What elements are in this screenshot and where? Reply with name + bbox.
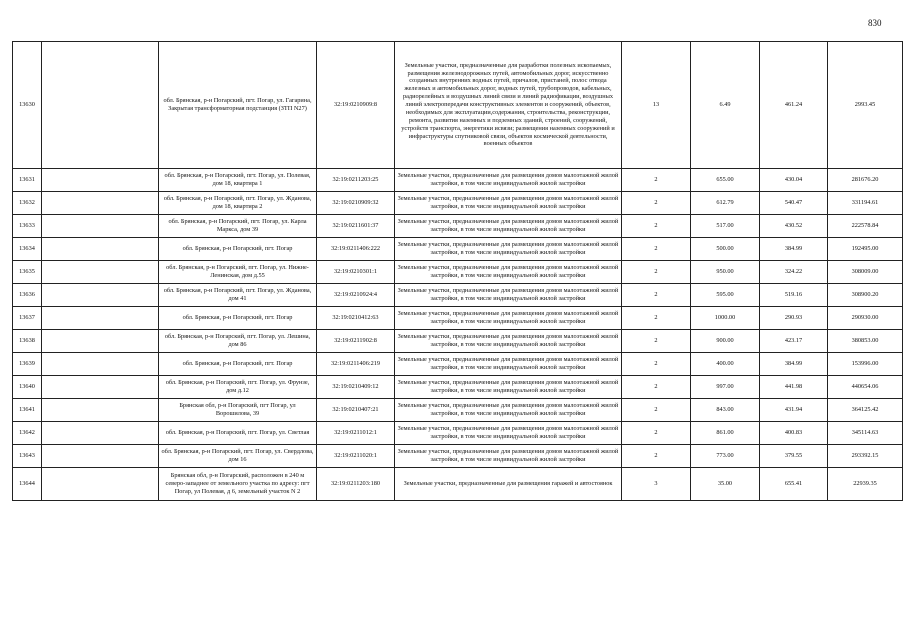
- empty-cell: [42, 445, 159, 468]
- table-row: [13, 399, 903, 422]
- zone-cell: 2: [622, 261, 691, 284]
- table-row: [13, 422, 903, 445]
- address-cell: обл. Брянская, р-н Погарский, пгт. Погар: [159, 307, 317, 330]
- empty-cell: [42, 261, 159, 284]
- land-use-cell: Земельные участки, предназначенные для размещения домов малоэтажной жилой застройки, в том числе индивидуальной жилой застройки: [395, 307, 622, 330]
- row-number: 13640: [13, 376, 42, 399]
- specific-value-cell: 430.52: [760, 215, 828, 238]
- land-use-cell: Земельные участки, предназначенные для размещения домов малоэтажной жилой застройки, в том числе индивидуальной жилой застройки: [395, 192, 622, 215]
- cadastral-value-cell: 440654.06: [828, 376, 903, 399]
- address-cell: обл. Брянская, р-н Погарский, пгт. Погар: [159, 238, 317, 261]
- specific-value-cell: 423.17: [760, 330, 828, 353]
- address-cell: Брянская обл, р-н Погарский, расположен в 240 м северо-западнее от земельного участка по адресу: пгт Погар, ул Полевая, д 6, земельный участок N 2: [159, 468, 317, 501]
- address-cell: Брянская обл, р-н Погарский, пгт Погар, ул Ворошилова, 39: [159, 399, 317, 422]
- cadastral-value-cell: 331194.61: [828, 192, 903, 215]
- empty-cell: [42, 468, 159, 501]
- specific-value-cell: 461.24: [760, 42, 828, 169]
- address-cell: обл. Брянская, р-н Погарский, пгт. Погар, ул. Лешина, дом 86: [159, 330, 317, 353]
- land-use-cell: Земельные участки, предназначенные для размещения домов малоэтажной жилой застройки, в том числе индивидуальной жилой застройки: [395, 399, 622, 422]
- empty-cell: [42, 215, 159, 238]
- zone-cell: 2: [622, 353, 691, 376]
- specific-value-cell: 441.98: [760, 376, 828, 399]
- row-number: 13633: [13, 215, 42, 238]
- cadastral-value-cell: 281676.20: [828, 169, 903, 192]
- area-cell: 500.00: [691, 238, 760, 261]
- empty-cell: [42, 330, 159, 353]
- specific-value-cell: 379.55: [760, 445, 828, 468]
- land-use-cell: Земельные участки, предназначенные для размещения домов малоэтажной жилой застройки, в том числе индивидуальной жилой застройки: [395, 445, 622, 468]
- cadastral-value-cell: 293392.15: [828, 445, 903, 468]
- empty-cell: [42, 238, 159, 261]
- zone-cell: 2: [622, 330, 691, 353]
- row-number: 13638: [13, 330, 42, 353]
- address-cell: обл. Брянская, р-н Погарский, пгт. Погар, ул. Свердлова, дом 16: [159, 445, 317, 468]
- table-row: [13, 307, 903, 330]
- zone-cell: 2: [622, 284, 691, 307]
- specific-value-cell: 430.04: [760, 169, 828, 192]
- zone-cell: 2: [622, 192, 691, 215]
- row-number: 13641: [13, 399, 42, 422]
- cadastral-value-cell: 2993.45: [828, 42, 903, 169]
- area-cell: 861.00: [691, 422, 760, 445]
- area-cell: 1000.00: [691, 307, 760, 330]
- address-cell: обл. Брянская, р-н Погарский, пгт. Погар, ул. Карла Маркса, дом 39: [159, 215, 317, 238]
- land-use-cell: Земельные участки, предназначенные для размещения домов малоэтажной жилой застройки, в том числе индивидуальной жилой застройки: [395, 238, 622, 261]
- table-row: [13, 376, 903, 399]
- cadastral-value-cell: 153996.00: [828, 353, 903, 376]
- specific-value-cell: 290.93: [760, 307, 828, 330]
- area-cell: 773.00: [691, 445, 760, 468]
- cadastral-number-cell: 32:19:0211601:37: [317, 215, 395, 238]
- table-row: [13, 238, 903, 261]
- address-cell: обл. Брянская, р-н Погарский, пгт. Погар: [159, 353, 317, 376]
- cadastral-number-cell: 32:19:0210301:1: [317, 261, 395, 284]
- cadastral-number-cell: 32:19:0211902:8: [317, 330, 395, 353]
- specific-value-cell: 519.16: [760, 284, 828, 307]
- cadastral-number-cell: 32:19:0210409:12: [317, 376, 395, 399]
- land-use-cell: Земельные участки, предназначенные для размещения домов малоэтажной жилой застройки, в том числе индивидуальной жилой застройки: [395, 422, 622, 445]
- cadastral-number-cell: 32:19:0211203:180: [317, 468, 395, 501]
- specific-value-cell: 431.94: [760, 399, 828, 422]
- zone-cell: 2: [622, 376, 691, 399]
- row-number: 13644: [13, 468, 42, 501]
- table-row: [13, 330, 903, 353]
- land-use-cell: Земельные участки, предназначенные для размещения домов малоэтажной жилой застройки, в том числе индивидуальной жилой застройки: [395, 330, 622, 353]
- area-cell: 35.00: [691, 468, 760, 501]
- empty-cell: [42, 422, 159, 445]
- cadastral-value-table: [12, 41, 903, 501]
- area-cell: 997.00: [691, 376, 760, 399]
- cadastral-value-cell: 345114.63: [828, 422, 903, 445]
- empty-cell: [42, 42, 159, 169]
- empty-cell: [42, 353, 159, 376]
- row-number: 13639: [13, 353, 42, 376]
- cadastral-number-cell: 32:19:0211406:219: [317, 353, 395, 376]
- row-number: 13631: [13, 169, 42, 192]
- zone-cell: 2: [622, 238, 691, 261]
- area-cell: 950.00: [691, 261, 760, 284]
- cadastral-number-cell: 32:19:0211020:1: [317, 445, 395, 468]
- row-number: 13637: [13, 307, 42, 330]
- area-cell: 400.00: [691, 353, 760, 376]
- area-cell: 6.49: [691, 42, 760, 169]
- cadastral-value-cell: 364125.42: [828, 399, 903, 422]
- row-number: 13630: [13, 42, 42, 169]
- cadastral-value-cell: 308900.20: [828, 284, 903, 307]
- empty-cell: [42, 376, 159, 399]
- table-row: [13, 445, 903, 468]
- cadastral-value-cell: 192495.00: [828, 238, 903, 261]
- zone-cell: 3: [622, 468, 691, 501]
- zone-cell: 2: [622, 399, 691, 422]
- address-cell: обл. Брянская, р-н Погарский, пгт. Погар, ул. Жданова, дом 41: [159, 284, 317, 307]
- cadastral-value-cell: 308009.00: [828, 261, 903, 284]
- area-cell: 595.00: [691, 284, 760, 307]
- empty-cell: [42, 284, 159, 307]
- specific-value-cell: 400.83: [760, 422, 828, 445]
- cadastral-number-cell: 32:19:0211203:25: [317, 169, 395, 192]
- address-cell: обл. Брянская, р-н Погарский, пгт. Погар, ул. Полевая, дом 18, квартира 1: [159, 169, 317, 192]
- zone-cell: 2: [622, 307, 691, 330]
- table-row: [13, 468, 903, 501]
- table-row: [13, 261, 903, 284]
- land-use-cell: Земельные участки, предназначенные для размещения домов малоэтажной жилой застройки, в том числе индивидуальной жилой застройки: [395, 261, 622, 284]
- table-row: [13, 42, 903, 169]
- address-cell: обл. Брянская, р-н Погарский, пгт. Погар, ул. Жданова, дом 18, квартира 2: [159, 192, 317, 215]
- cadastral-value-cell: 380853.00: [828, 330, 903, 353]
- cadastral-number-cell: 32:19:0210909:32: [317, 192, 395, 215]
- zone-cell: 2: [622, 215, 691, 238]
- land-use-cell: Земельные участки, предназначенные для размещения домов малоэтажной жилой застройки, в том числе индивидуальной жилой застройки: [395, 284, 622, 307]
- cadastral-number-cell: 32:19:0210407:21: [317, 399, 395, 422]
- land-use-cell: Земельные участки, предназначенные для размещения домов малоэтажной жилой застройки, в том числе индивидуальной жилой застройки: [395, 169, 622, 192]
- land-use-cell: Земельные участки, предназначенные для разработки полезных ископаемых, размещения железнодорожных путей, автомобильных дорог, искусственно созданных внутренних водных путей, причалов, пристаней, полос отвода железных и автомобильных дорог, водных путей, трубопроводов, кабельных, радиорелейных и воздушных линий связи и линий радиофикации, воздушных линий электропередачи конструктивных элементов и сооружений, объектов, необходимых для эксплуатации,содержания, строительства, реконструкции, ремонта, развития наземных и подземных зданий, строений, сооружений, устройств транспорта, энергетики исвязи; размещения наземных сооружений и инфраструктуры спутниковой связи, объектов космической деятельности, военных объектов: [395, 42, 622, 169]
- cadastral-value-cell: 222578.84: [828, 215, 903, 238]
- row-number: 13635: [13, 261, 42, 284]
- row-number: 13634: [13, 238, 42, 261]
- empty-cell: [42, 307, 159, 330]
- specific-value-cell: 655.41: [760, 468, 828, 501]
- page-number: 830: [868, 18, 882, 28]
- address-cell: обл. Брянская, р-н Погарский, пгт. Погар, ул. Гагарина, Закрытая трансформаторная подстанция (ЗТП N27): [159, 42, 317, 169]
- zone-cell: 13: [622, 42, 691, 169]
- address-cell: обл. Брянская, р-н Погарский, пгт. Погар, ул. Фрунзе, дом д.12: [159, 376, 317, 399]
- specific-value-cell: 540.47: [760, 192, 828, 215]
- land-use-cell: Земельные участки, предназначенные для размещения домов малоэтажной жилой застройки, в том числе индивидуальной жилой застройки: [395, 376, 622, 399]
- table-row: [13, 215, 903, 238]
- land-use-cell: Земельные участки, предназначенные для размещения гаражей и автостоянок: [395, 468, 622, 501]
- cadastral-number-cell: 32:19:0211012:1: [317, 422, 395, 445]
- cadastral-value-cell: 22939.35: [828, 468, 903, 501]
- zone-cell: 2: [622, 169, 691, 192]
- zone-cell: 2: [622, 422, 691, 445]
- area-cell: 612.79: [691, 192, 760, 215]
- table-row: [13, 353, 903, 376]
- address-cell: обл. Брянская, р-н Погарский, пгт. Погар, ул. Нижне-Ленинская, дом д.55: [159, 261, 317, 284]
- cadastral-number-cell: 32:19:0210909:8: [317, 42, 395, 169]
- zone-cell: 2: [622, 445, 691, 468]
- specific-value-cell: 384.99: [760, 238, 828, 261]
- empty-cell: [42, 192, 159, 215]
- cadastral-number-cell: 32:19:0211406:222: [317, 238, 395, 261]
- area-cell: 900.00: [691, 330, 760, 353]
- cadastral-number-cell: 32:19:0210924:4: [317, 284, 395, 307]
- table-row: [13, 192, 903, 215]
- area-cell: 517.00: [691, 215, 760, 238]
- row-number: 13636: [13, 284, 42, 307]
- land-use-cell: Земельные участки, предназначенные для размещения домов малоэтажной жилой застройки, в том числе индивидуальной жилой застройки: [395, 215, 622, 238]
- specific-value-cell: 324.22: [760, 261, 828, 284]
- table-row: [13, 169, 903, 192]
- land-use-cell: Земельные участки, предназначенные для размещения домов малоэтажной жилой застройки, в том числе индивидуальной жилой застройки: [395, 353, 622, 376]
- table-row: [13, 284, 903, 307]
- row-number: 13643: [13, 445, 42, 468]
- address-cell: обл. Брянская, р-н Погарский, пгт. Погар, ул. Светлая: [159, 422, 317, 445]
- area-cell: 655.00: [691, 169, 760, 192]
- empty-cell: [42, 399, 159, 422]
- empty-cell: [42, 169, 159, 192]
- row-number: 13632: [13, 192, 42, 215]
- cadastral-value-cell: 290930.00: [828, 307, 903, 330]
- area-cell: 843.00: [691, 399, 760, 422]
- cadastral-number-cell: 32:19:0210412:63: [317, 307, 395, 330]
- row-number: 13642: [13, 422, 42, 445]
- specific-value-cell: 384.99: [760, 353, 828, 376]
